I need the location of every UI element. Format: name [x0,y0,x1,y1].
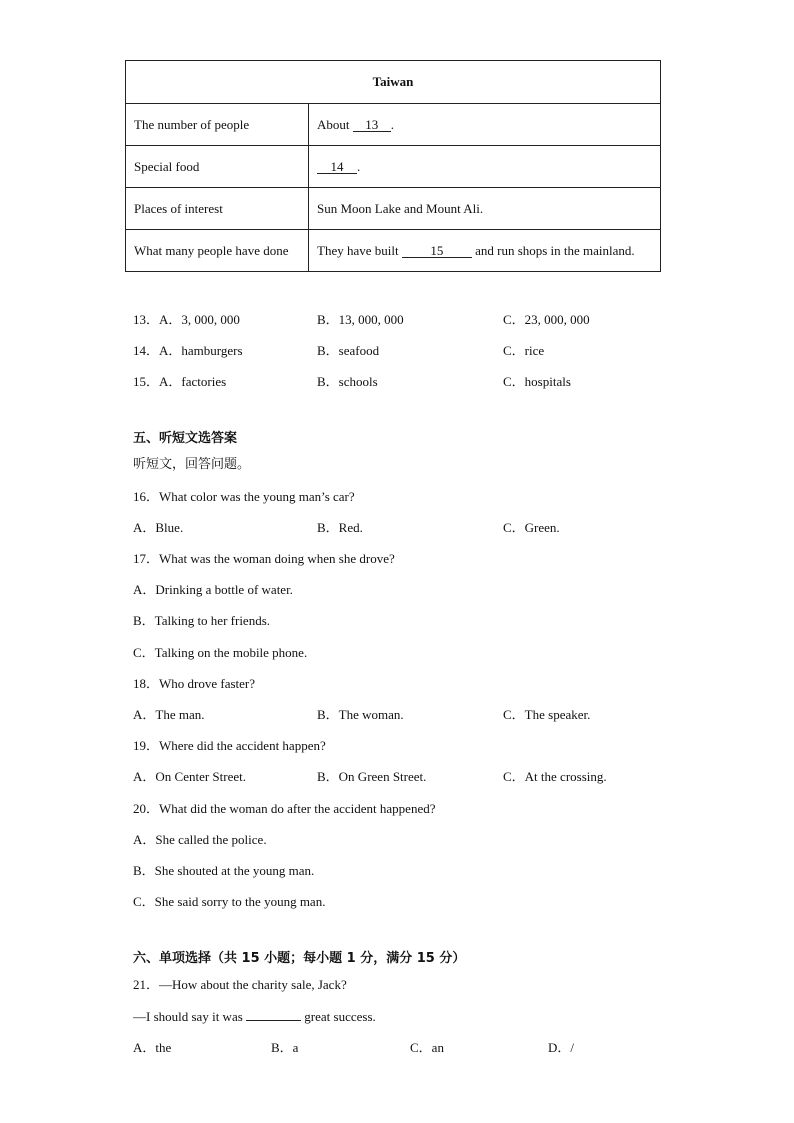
option-c: C．She said sorry to the young man. [133,894,326,909]
option-c: C．Talking on the mobile phone. [133,645,308,660]
question-number: 15． [133,374,160,389]
row-label: Special food [126,146,309,188]
option-b: B．Talking to her friends. [133,613,271,628]
option-b: B．schools [317,374,378,389]
taiwan-info-table [125,60,661,272]
option-b: B．a [271,1040,299,1055]
option-c: C．hospitals [503,374,571,389]
option-c: C．The speaker. [503,707,591,722]
stem-text: great success. [301,1009,376,1024]
question-16-stem: 16．What color was the young man’s car? [133,489,355,504]
value-prefix: They have built [317,242,402,258]
question-20-stem: 20．What did the woman do after the accident happened? [133,801,436,816]
option-a: A．She called the police. [133,832,267,847]
question-17-stem: 17．What was the woman doing when she drove? [133,551,395,566]
option-a: A．3, 000, 000 [159,312,240,327]
row-label: What many people have done [126,230,309,272]
question-21-stem: 21．—How about the charity sale, Jack? [133,977,347,992]
option-c: C．rice [503,343,545,358]
answer-blank [246,1008,301,1021]
row-value [309,230,661,272]
option-a: A．The man. [133,707,205,722]
section-5-instruction: 听短文，回答问题。 [133,457,251,472]
section-6-heading: 六、单项选择（共 15 小题；每小题 1 分，满分 15 分） [133,951,466,966]
option-c: C．Green. [503,520,560,535]
value-prefix: About [317,116,353,132]
option-c: C．At the crossing. [503,769,607,784]
option-a: A．Blue. [133,520,184,535]
row-value: Sun Moon Lake and Mount Ali. [309,188,661,230]
question-number: 14． [133,343,160,358]
table-row [126,146,661,188]
option-d: D．/ [548,1040,575,1055]
row-label: The number of people [126,104,309,146]
question-19-stem: 19．Where did the accident happen? [133,738,326,753]
option-b: B．She shouted at the young man. [133,863,315,878]
option-b: B．seafood [317,343,380,358]
table-row [126,104,661,146]
stem-text: —I should say it was [133,1009,247,1024]
option-b: B．13, 000, 000 [317,312,404,327]
answer-blank-15: 15 [402,245,472,258]
question-14 [133,342,243,360]
question-number: 13． [133,312,160,327]
option-b: B．On Green Street. [317,769,427,784]
answer-blank-14: 14 [317,161,357,174]
table-row [126,230,661,272]
section-5-heading: 五、听短文选答案 [133,431,238,446]
value-suffix: . [357,158,361,174]
option-b: B．Red. [317,520,363,535]
option-b: B．The woman. [317,707,404,722]
option-a: A．Drinking a bottle of water. [133,582,293,597]
option-a: A．factories [159,374,227,389]
value-suffix: . [390,116,394,132]
question-15 [133,373,226,391]
question-18-stem: 18．Who drove faster? [133,676,256,691]
option-c: C．23, 000, 000 [503,312,590,327]
option-a: A．hamburgers [159,343,243,358]
question-21-line2 [133,1008,376,1026]
option-c: C．an [410,1040,444,1055]
option-a: A．On Center Street. [133,769,247,784]
row-value [309,104,661,146]
option-a: A．the [133,1040,172,1055]
answer-blank-13: 13 [353,119,391,132]
row-label: Places of interest [126,188,309,230]
table-title: Taiwan [126,61,661,104]
row-value [309,146,661,188]
question-13 [133,311,240,329]
value-suffix: and run shops in the mainland. [471,242,635,258]
table-row [126,188,661,230]
